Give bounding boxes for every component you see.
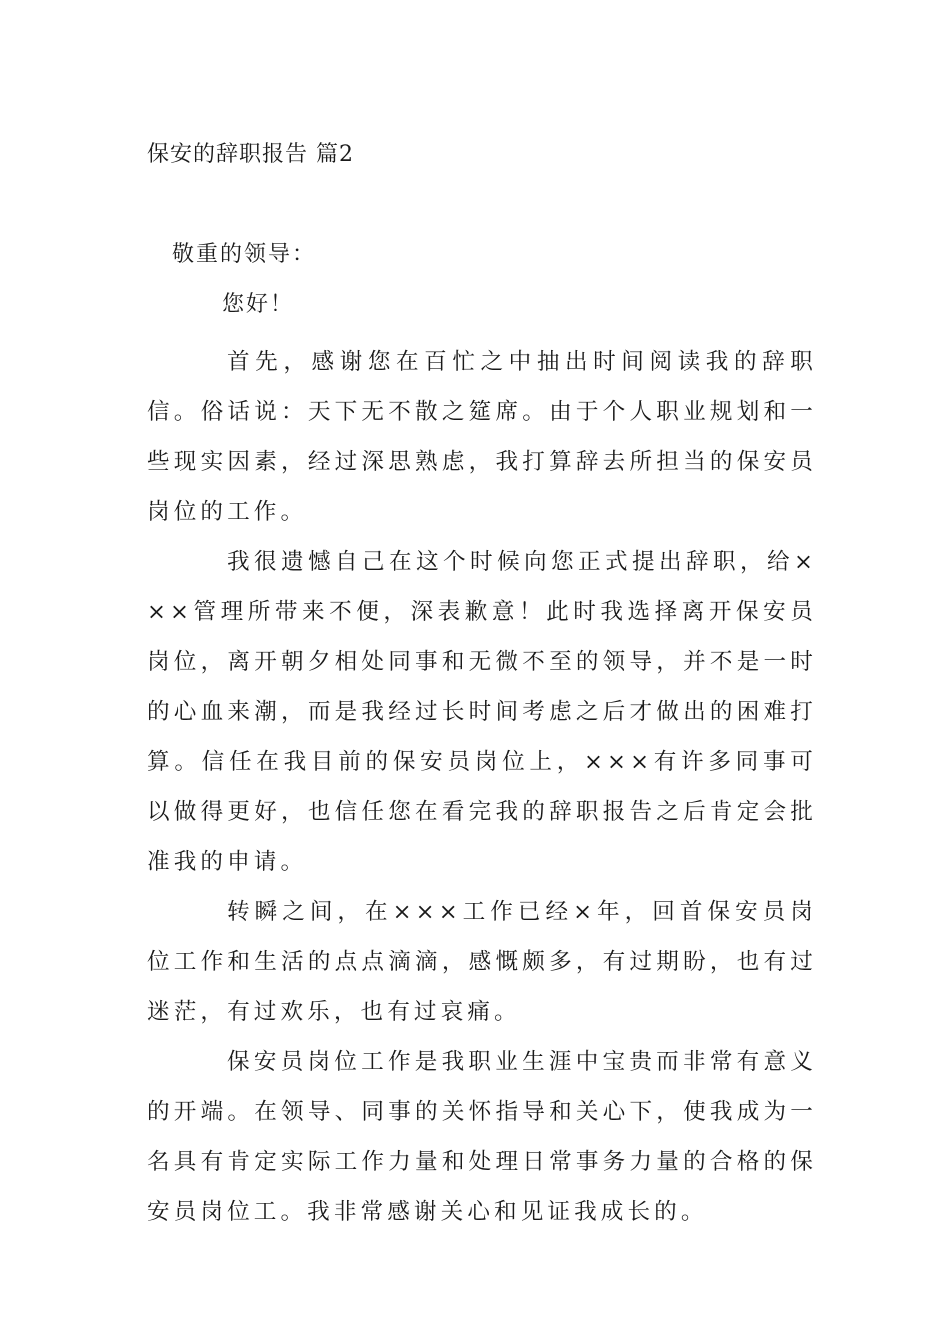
salutation: 敬重的领导： — [172, 242, 317, 267]
greeting: 您好！ — [222, 292, 295, 317]
paragraph-regret: 我很遗憾自己在这个时候向您正式提出辞职，给×××管理所带来不便，深表歉意！此时我选择离开保安员岗位，离开朝夕相处同事和无微不至的领导，并不是一时的心血来潮，而是我经过长时间考虑之后才做出的困难打算。信任在我目前的保安员岗位上，×××有许多同事可以做得更好，也信任您在看完我的辞职报告之后肯定会批准我的申请。 — [147, 549, 817, 875]
document-title: 保安的辞职报告 篇2 — [147, 142, 354, 167]
letter-body — [147, 337, 817, 1237]
paragraph-intro: 首先，感谢您在百忙之中抽出时间阅读我的辞职信。俗话说：天下无不散之筵席。由于个人职业规划和一些现实因素，经过深思熟虑，我打算辞去所担当的保安员岗位的工作。 — [147, 349, 817, 525]
paragraph-gratitude: 保安员岗位工作是我职业生涯中宝贵而非常有意义的开端。在领导、同事的关怀指导和关心下，使我成为一名具有肯定实际工作力量和处理日常事务力量的合格的保安员岗位工。我非常感谢关心和见证我成长的。 — [147, 1049, 817, 1225]
paragraph-reflection: 转瞬之间，在×××工作已经×年，回首保安员岗位工作和生活的点点滴滴，感慨颇多，有过期盼，也有过迷茫，有过欢乐，也有过哀痛。 — [147, 899, 817, 1025]
